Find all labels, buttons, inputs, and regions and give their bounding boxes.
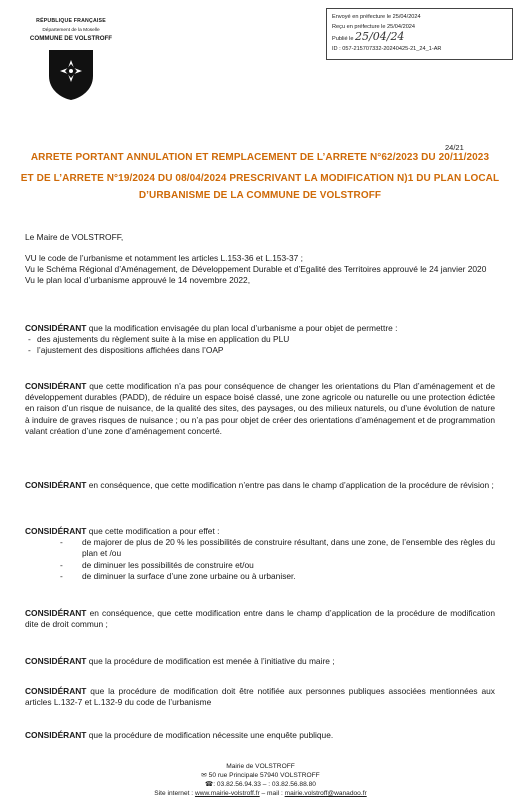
considerant-label: CONSIDÉRANT: [25, 323, 87, 333]
footer-address: [0, 771, 521, 780]
considerant-7: [25, 686, 495, 708]
list-item: - des ajustements du règlement suite à la mise en application du PLU: [25, 334, 495, 345]
prefecture-stamp: [326, 8, 513, 60]
document-title-line2: ET DE L’ARRETE N°19/2024 DU 08/04/2024 PRESCRIVANT LA MODIFICATION N)1 DU PLAN LOCAL: [20, 173, 500, 184]
considerant-5-text: en conséquence, que cette modification entre dans le champ d’application de la procédure de modification dite de droit commun ;: [25, 608, 495, 630]
email-link[interactable]: mairie.volstroff@wanadoo.fr: [284, 790, 367, 797]
republic-label: RÉPUBLIQUE FRANÇAISE: [36, 18, 106, 24]
considerant-1-text: que la modification envisagée du plan local d’urbanisme a pour objet de permettre :: [86, 323, 398, 333]
considerant-label: CONSIDÉRANT: [25, 656, 87, 666]
considerant-5: [25, 608, 495, 630]
footer-phone: [0, 780, 521, 789]
vu-plu: Vu le plan local d’urbanisme approuvé le 14 novembre 2022,: [25, 275, 251, 286]
considerant-3-text: en conséquence, que cette modification n’entre pas dans le champ d’application de la procédure de révision ;: [86, 480, 494, 490]
considerant-3: [25, 480, 495, 491]
considerant-8: [25, 730, 495, 741]
stamp-published-date: 25/04/24: [355, 30, 405, 43]
phone-icon: ☎: [205, 781, 214, 788]
footer-phone-text: : 03.82.56.94.33 – : 03.82.56.88.80: [213, 781, 316, 788]
vu-block: [25, 253, 495, 287]
considerant-6: [25, 656, 495, 667]
coat-of-arms-icon: [45, 46, 97, 102]
considerant-2: [25, 381, 495, 437]
mayor-line: Le Maire de VOLSTROFF,: [25, 232, 124, 242]
stamp-published: [332, 32, 507, 44]
vu-sraddet: Vu le Schéma Régional d’Aménagement, de Développement Durable et d’Egalité des Territoires approuvé le 24 janvier 2020: [25, 264, 487, 275]
considerant-4-text: que cette modification a pour effet :: [86, 526, 220, 536]
considerant-label: CONSIDÉRANT: [25, 480, 87, 490]
page-number: 24/21: [445, 143, 464, 152]
stamp-sent: Envoyé en préfecture le 25/04/2024: [332, 14, 421, 20]
website-link[interactable]: www.mairie-volstroff.fr: [194, 790, 260, 797]
vu-code-urbanisme: VU le code de l’urbanisme et notamment les articles L.153-36 et L.153-37 ;: [25, 253, 303, 263]
considerant-8-text: que la procédure de modification nécessite une enquête publique.: [86, 730, 334, 740]
considerant-label: CONSIDÉRANT: [25, 381, 87, 391]
considerant-1: [25, 323, 495, 357]
stamp-id: ID : 057-215707332-20240425-21_24_1-AR: [332, 46, 442, 52]
list-item: - de diminuer les possibilités de construire et/ou: [25, 560, 495, 571]
footer-contact: [0, 789, 521, 798]
considerant-6-text: que la procédure de modification est menée à l’initiative du maire ;: [86, 656, 335, 666]
commune-name: COMMUNE DE VOLSTROFF: [29, 35, 113, 42]
considerant-7-text: que la procédure de modification doit être notifiée aux personnes publiques associées mentionnées aux articles L.132-7 et L.132-9 du code de l’urbanisme: [25, 686, 495, 708]
footer: [0, 762, 521, 798]
considerant-2-text: que cette modification n’a pas pour conséquence de changer les orientations du Plan d’aménagement et de développement durables (PADD), de réduire un espace boisé classé, une zone agricole ou naturelle ou une protection édictée en raison d’un risque de nuisance, de la qualité des sites, des paysages, ou des milieux naturels, ou d’une évolution de nature à induire de graves risques de nuisance ; ou n’a pas pour objet de créer des orientations d’aménagement et de programmation valant création d’une zone d’aménagement concerté.: [25, 381, 495, 436]
stamp-published-label: Publié le: [332, 36, 354, 42]
list-item: - de majorer de plus de 20 % les possibilités de construire résultant, dans une zone, de l’ensemble des règles du plan et /ou: [25, 537, 495, 559]
stamp-received: Reçu en préfecture le 25/04/2024: [332, 24, 416, 30]
considerant-label: CONSIDÉRANT: [25, 730, 87, 740]
letterhead: [16, 18, 126, 107]
document-title-line1: ARRETE PORTANT ANNULATION ET REMPLACEMENT DE L’ARRETE N°62/2023 DU 20/11/2023: [30, 152, 490, 163]
list-item: - de diminuer la surface d’une zone urbaine ou à urbaniser.: [25, 571, 495, 582]
footer-address-text: 50 rue Principale 57940 VOLSTROFF: [208, 772, 320, 779]
considerant-label: CONSIDÉRANT: [25, 608, 87, 618]
considerant-4: [25, 526, 495, 582]
document-title-line3: D’URBANISME DE LA COMMUNE DE VOLSTROFF: [138, 190, 382, 201]
mail-icon: ✉: [201, 772, 207, 779]
mail-label: – mail :: [259, 790, 285, 797]
considerant-label: CONSIDÉRANT: [25, 686, 87, 696]
footer-mairie: Mairie de VOLSTROFF: [226, 763, 295, 770]
considerant-label: CONSIDÉRANT: [25, 526, 87, 536]
site-label: Site internet :: [154, 790, 195, 797]
department-label: Département de la Moselle: [42, 28, 100, 33]
list-item: - l’ajustement des dispositions affichées dans l’OAP: [25, 345, 495, 356]
